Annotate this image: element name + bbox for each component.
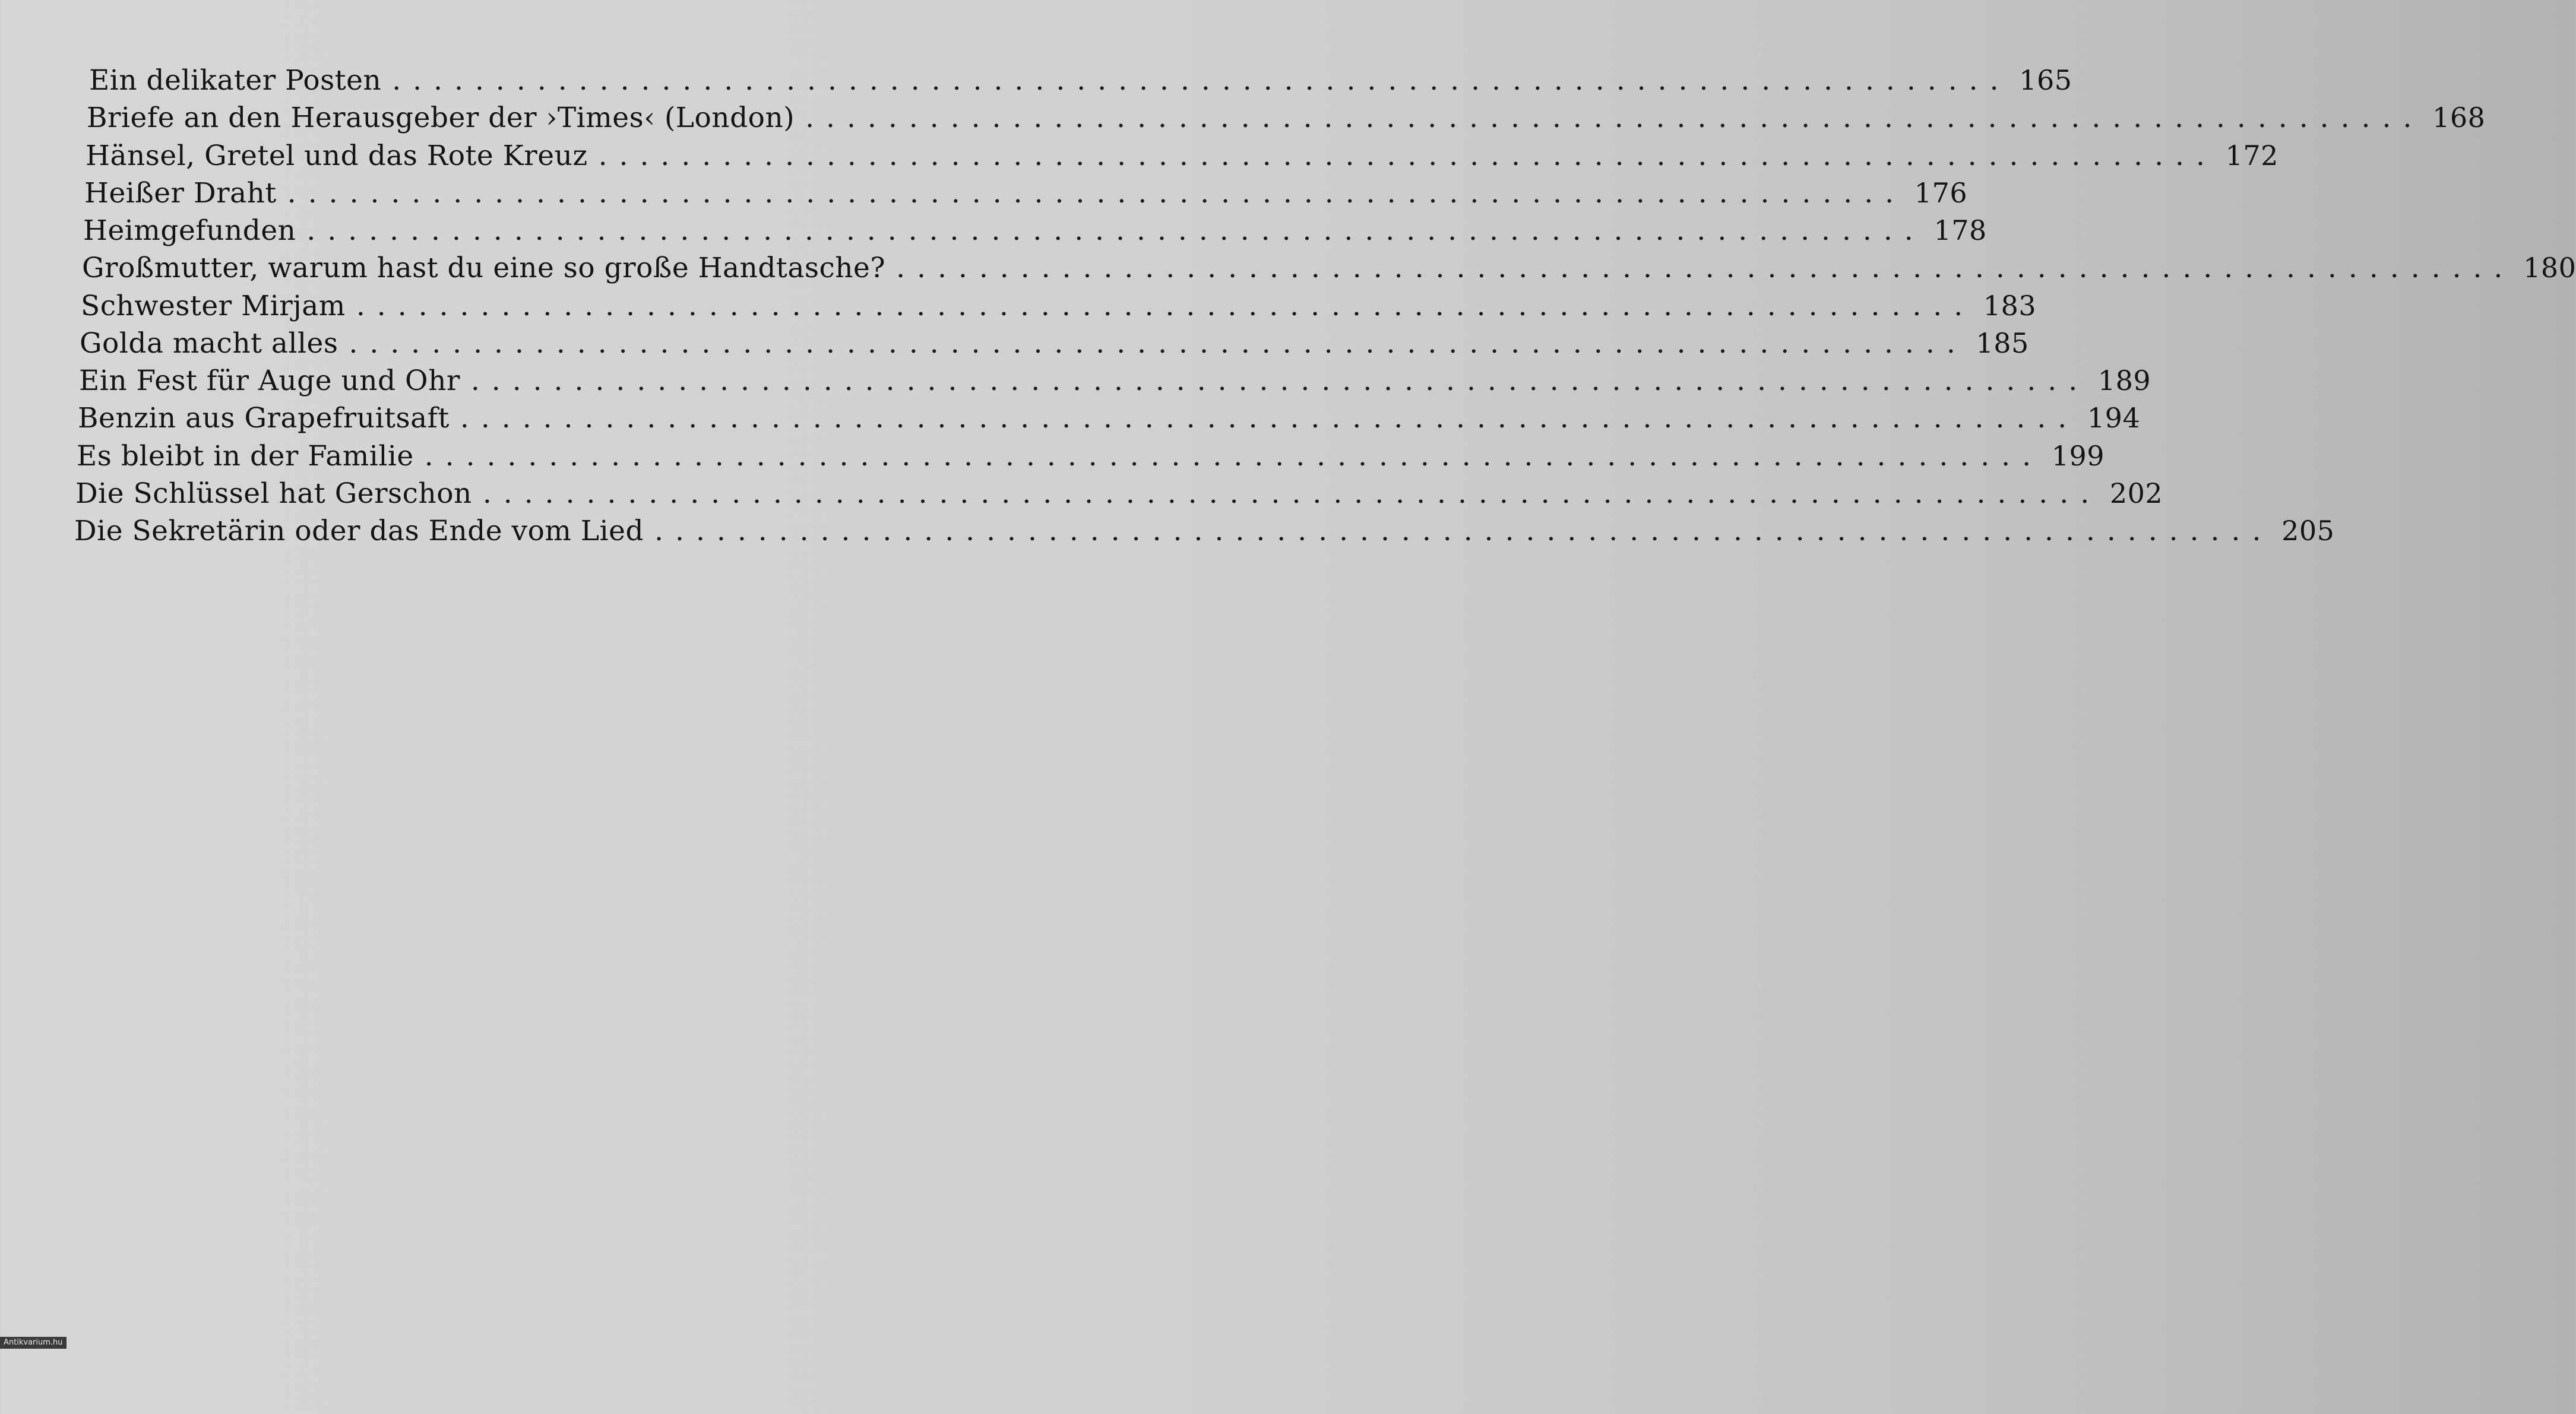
toc-entry-title: Heißer Draht [84,177,277,210]
toc-entry [84,177,1968,215]
toc-leader-dots: .............................................................................. [460,402,2079,435]
toc-entry [82,252,2576,290]
toc-entry-page: 205 [2281,515,2335,547]
toc-entry [78,402,2141,440]
toc-entry [75,477,2163,515]
toc-leader-dots: .............................................................................. [470,364,2090,397]
toc-entry-title: Schwester Mirjam [81,290,346,322]
toc-leader-dots: .............................................................................. [598,140,2217,172]
toc-entry-title: Die Sekretärin oder das Ende vom Lied [74,515,644,547]
toc-leader-dots: .............................................................................. [356,290,1975,322]
toc-entry-title: Ein Fest für Auge und Ohr [79,364,460,397]
toc-leader-dots: .............................................................................. [482,477,2102,510]
toc-entry-title: Die Schlüssel hat Gerschon [75,477,472,510]
toc-entry-page: 172 [2225,140,2278,172]
toc-entry-page: 168 [2432,102,2486,134]
toc-entry [81,290,2037,328]
toc-entry-page: 194 [2087,402,2141,434]
toc-entry-page: 189 [2097,364,2151,397]
site-watermark: Antikvarium.hu [0,1337,67,1349]
toc-entry-title: Benzin aus Grapefruitsaft [78,402,450,435]
toc-entry [79,364,2151,402]
toc-entry [80,327,2029,365]
toc-entry-page: 165 [2019,64,2072,96]
toc-entry-page: 176 [1914,177,1968,209]
toc-entry-title: Es bleibt in der Familie [77,440,414,473]
toc-leader-dots: .............................................................................. [896,252,2515,284]
toc-entry-page: 180 [2523,252,2576,284]
toc-entry-title: Ein delikater Posten [89,64,382,97]
toc-leader-dots: .............................................................................. [805,102,2424,134]
toc-entry-page: 178 [1933,214,1987,246]
toc-leader-dots: .............................................................................. [287,177,1906,210]
toc-entry-title: Großmutter, warum hast du eine so große Handtasche? [82,252,886,284]
toc-entry-page: 183 [1983,290,2037,322]
toc-leader-dots: .............................................................................. [654,515,2273,547]
toc-leader-dots: .............................................................................. [349,327,1967,360]
toc-leader-dots: .............................................................................. [306,214,1925,247]
toc-entry-title: Hänsel, Gretel und das Rote Kreuz [86,140,588,172]
toc-entry-title: Golda macht alles [80,327,338,360]
toc-entry [77,440,2105,478]
toc-entry [87,102,2486,140]
toc-entry-title: Heimgefunden [83,214,296,247]
toc-leader-dots: .............................................................................. [392,64,2011,97]
toc-entry-page: 185 [1976,327,2029,359]
toc-entry-page: 202 [2109,477,2163,509]
toc-leader-dots: .............................................................................. [424,440,2043,473]
toc-entry-title: Briefe an den Herausgeber der ›Times‹ (London) [87,102,795,134]
toc-entry [86,140,2278,177]
toc-entry [83,214,1987,252]
toc-entry [74,515,2335,553]
toc-entry [89,64,2072,102]
toc-entry-page: 199 [2051,440,2105,472]
